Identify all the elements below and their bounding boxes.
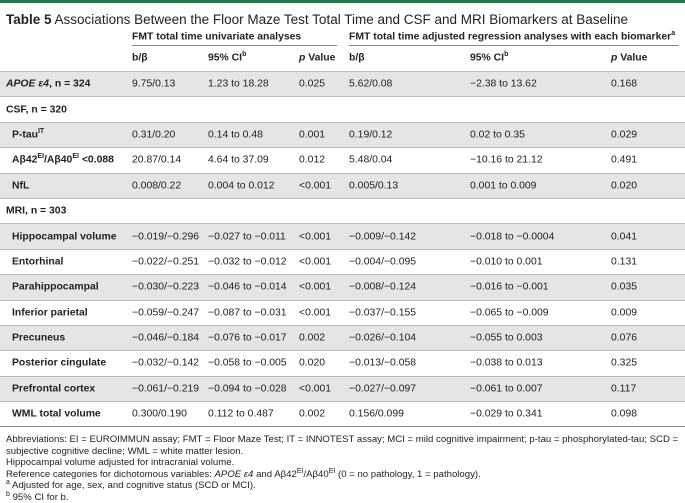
- results-table: [0, 25, 685, 427]
- cell-ci1: −0.087 to −0.031: [208, 307, 287, 319]
- cell-b1: 0.300/0.190: [132, 408, 187, 420]
- table-row-abeta: [0, 148, 685, 173]
- cell-ci2: −0.010 to 0.001: [470, 256, 543, 268]
- cell-b2: −0.004/−0.095: [349, 256, 417, 268]
- cell-b2: 0.005/0.13: [349, 180, 399, 192]
- row-label: NfL: [12, 180, 30, 192]
- table-row-nfl: [0, 174, 685, 199]
- cell-p1: 0.025: [299, 78, 326, 90]
- cell-p1: 0.012: [299, 154, 326, 166]
- cell-ci2: 0.001 to 0.009: [470, 180, 537, 192]
- group-header-univariate: FMT total time univariate analyses: [132, 31, 302, 43]
- cell-b1: 0.008/0.22: [132, 180, 182, 192]
- section-label: MRI, n = 303: [6, 205, 67, 217]
- section-label: CSF, n = 320: [6, 104, 67, 116]
- cell-b1: −0.061/−0.219: [132, 383, 200, 395]
- row-label: $A\beta 42^{EI}/A\beta 40^{EI} <0.088$: [12, 153, 114, 166]
- cell-p2: 0.029: [611, 129, 638, 141]
- cell-ci1: 0.004 to 0.012: [208, 180, 275, 192]
- cell-ci1: −0.058 to −0.005: [208, 357, 287, 369]
- cell-ci2: −0.065 to −0.009: [470, 307, 549, 319]
- cell-ci1: −0.032 to −0.012: [208, 256, 287, 268]
- row-label: Inferior parietal: [12, 307, 88, 319]
- footnote-abbreviations: Abbreviations: EI = EUROIMMUN assay; FMT = Floor Maze Test; IT = INNOTEST assay; MCI = mild cognitive impairment; p-tau = phosphorylated-tau; SCD = subjective cognitive decline; WML = white matter lesion.: [6, 434, 679, 457]
- col-header-p1: p Value: [299, 52, 336, 64]
- cell-ci2: −2.38 to 13.62: [470, 78, 537, 90]
- cell-p2: 0.131: [611, 256, 638, 268]
- cell-p2: 0.168: [611, 78, 638, 90]
- cell-p2: 0.009: [611, 307, 638, 319]
- cell-p1: 0.002: [299, 332, 326, 344]
- cell-p2: 0.325: [611, 357, 638, 369]
- cell-ci2: −0.029 to 0.341: [470, 408, 543, 420]
- cell-p1: <0.001: [299, 180, 332, 192]
- cell-b1: 0.31/0.20: [132, 129, 176, 141]
- cell-b2: −0.026/−0.104: [349, 332, 417, 344]
- cell-p1: <0.001: [299, 281, 332, 293]
- cell-ci2: −0.016 to −0.001: [470, 281, 549, 293]
- table-row-prefrontal: [0, 377, 685, 402]
- row-label: Prefrontal cortex: [12, 383, 96, 395]
- cell-b1: −0.019/−0.296: [132, 231, 200, 243]
- cell-b1: −0.030/−0.223: [132, 281, 200, 293]
- cell-b2: −0.013/−0.058: [349, 357, 417, 369]
- table-row-precuneus: [0, 326, 685, 351]
- cell-p2: 0.035: [611, 281, 638, 293]
- table-row-posterior-cingulate: [0, 351, 685, 376]
- table-row-hippocampal: [0, 224, 685, 249]
- cell-p1: <0.001: [299, 307, 332, 319]
- column-header-row: [0, 45, 685, 72]
- cell-ci1: 0.14 to 0.48: [208, 129, 263, 141]
- footnote-reference-categories: Reference categories for dichotomous variables: APOE ε4 and $A\beta 42^{EI}/A\beta 40^{EI}$ (0 = no pathology, 1 = pathology).: [6, 467, 481, 480]
- cell-p2: 0.098: [611, 408, 638, 420]
- row-label: Posterior cingulate: [12, 357, 107, 369]
- group-header-adjusted: FMT total time adjusted regression analyses with each biomarker$^a$: [349, 30, 676, 43]
- section-row-mri: [0, 199, 685, 224]
- cell-ci2: −0.055 to 0.003: [470, 332, 543, 344]
- table-row-parahippocampal: [0, 275, 685, 300]
- col-header-p2: p Value: [611, 52, 648, 64]
- table-row-wml: [0, 402, 685, 427]
- row-label: Entorhinal: [12, 256, 64, 268]
- cell-ci2: −0.018 to −0.0004: [470, 231, 555, 243]
- cell-b2: −0.027/−0.097: [349, 383, 417, 395]
- table-footnotes: [0, 427, 685, 502]
- cell-ci2: −10.16 to 21.12: [470, 154, 543, 166]
- table-row-entorhinal: [0, 250, 685, 275]
- section-row-csf: [0, 97, 685, 122]
- cell-ci1: 0.112 to 0.487: [208, 408, 274, 420]
- cell-ci2: −0.061 to 0.007: [470, 383, 543, 395]
- cell-b1: −0.032/−0.142: [132, 357, 200, 369]
- cell-ci1: −0.046 to −0.014: [208, 281, 287, 293]
- cell-ci1: −0.076 to −0.017: [208, 332, 287, 344]
- cell-p2: 0.117: [611, 383, 637, 395]
- row-label: Precuneus: [12, 332, 66, 344]
- cell-p1: 0.020: [299, 357, 326, 369]
- table-row-ptau: [0, 123, 685, 148]
- col-header-ci1: 95% $CI^b$: [208, 51, 247, 64]
- row-label: P-tau$^{IT}$: [12, 128, 45, 141]
- cell-b1: −0.046/−0.184: [132, 332, 200, 344]
- cell-p2: 0.020: [611, 180, 638, 192]
- col-header-b2: b/β: [349, 52, 365, 64]
- row-label: APOE ε4, n = 324: [6, 78, 91, 90]
- table-row-apoe: [0, 72, 685, 97]
- row-label: Hippocampal volume: [12, 231, 117, 243]
- cell-b1: −0.022/−0.251: [132, 256, 200, 268]
- cell-p1: <0.001: [299, 383, 332, 395]
- footnote-hippocampal: Hippocampal volume adjusted for intracranial volume.: [6, 457, 235, 469]
- cell-b2: 0.19/0.12: [349, 129, 393, 141]
- cell-b2: −0.009/−0.142: [349, 231, 417, 243]
- table-title: [0, 3, 685, 25]
- cell-ci1: −0.094 to −0.028: [208, 383, 287, 395]
- cell-p1: 0.002: [299, 408, 326, 420]
- cell-b1: 20.87/0.14: [132, 154, 182, 166]
- cell-p2: 0.041: [611, 231, 638, 243]
- col-header-ci2: 95% $CI^b$: [470, 51, 509, 64]
- col-header-b1: b/β: [132, 52, 148, 64]
- cell-b1: 9.75/0.13: [132, 78, 176, 90]
- cell-b2: 5.62/0.08: [349, 78, 393, 90]
- cell-ci1: 4.64 to 37.09: [208, 154, 269, 166]
- group-header-row: [0, 25, 685, 45]
- cell-p1: <0.001: [299, 231, 332, 243]
- table-number: Table 5: [6, 12, 52, 27]
- cell-p1: 0.001: [299, 129, 326, 141]
- footnote-a: $^a$ Adjusted for age, sex, and cognitive status (SCD or MCI).: [6, 478, 256, 492]
- cell-b2: −0.008/−0.124: [349, 281, 417, 293]
- footnote-b: $^b$ 95% CI for b.: [6, 490, 69, 503]
- cell-p1: <0.001: [299, 256, 332, 268]
- cell-ci2: 0.02 to 0.35: [470, 129, 525, 141]
- cell-p2: 0.076: [611, 332, 638, 344]
- cell-b2: −0.037/−0.155: [349, 307, 417, 319]
- row-label: Parahippocampal: [12, 281, 99, 293]
- cell-b1: −0.059/−0.247: [132, 307, 200, 319]
- table-row-inferior-parietal: [0, 301, 685, 326]
- cell-ci1: 1.23 to 18.28: [208, 78, 269, 90]
- row-label: WML total volume: [12, 408, 101, 420]
- cell-ci1: −0.027 to −0.011: [208, 231, 286, 243]
- cell-b2: 0.156/0.099: [349, 408, 404, 420]
- cell-ci2: −0.038 to 0.013: [470, 357, 543, 369]
- cell-p2: 0.491: [611, 154, 638, 166]
- table-caption: Associations Between the Floor Maze Test Total Time and CSF and MRI Biomarkers at Baseline: [54, 12, 629, 27]
- cell-b2: 5.48/0.04: [349, 154, 393, 166]
